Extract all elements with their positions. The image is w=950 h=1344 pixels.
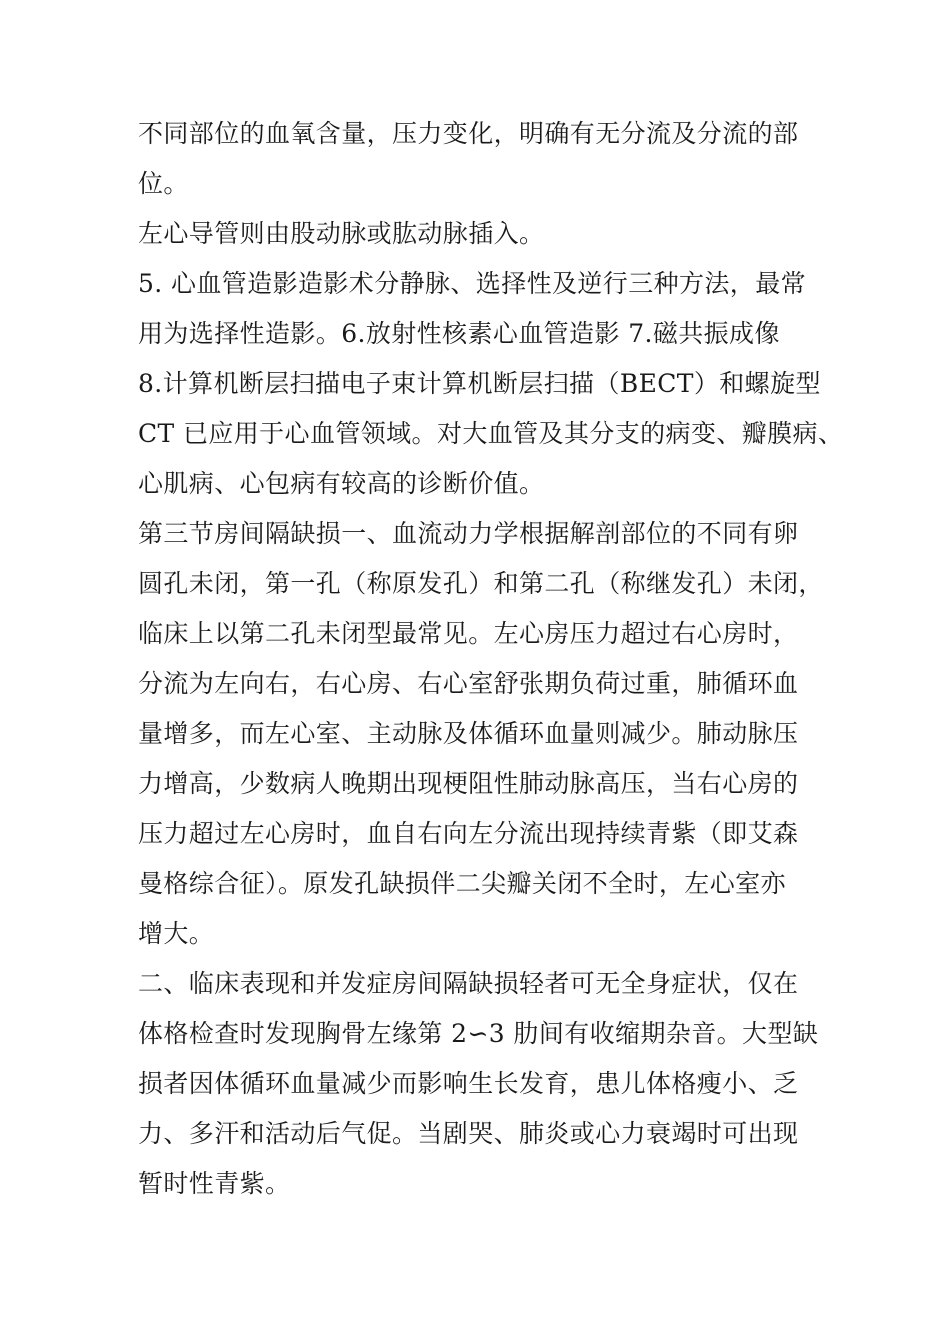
text-line: 量增多，而左心室、主动脉及体循环血量则减少。肺动脉压 bbox=[138, 719, 799, 748]
text-line: 临床上以第二孔未闭型最常见。左心房压力超过右心房时， bbox=[138, 619, 799, 648]
text-line: 力、多汗和活动后气促。当剧哭、肺炎或心力衰竭时可出现 bbox=[138, 1119, 799, 1148]
text-line: 损者因体循环血量减少而影响生长发育，患儿体格瘦小、乏 bbox=[138, 1069, 799, 1098]
text-line: 体格检查时发现胸骨左缘第 2∽3 肋间有收缩期杂音。大型缺 bbox=[138, 1019, 819, 1048]
text-line: 力增高，少数病人晚期出现梗阻性肺动脉高压，当右心房的 bbox=[138, 769, 799, 798]
text-line: 曼格综合征）。原发孔缺损伴二尖瓣关闭不全时，左心室亦 bbox=[138, 869, 786, 898]
text-line: 压力超过左心房时，血自右向左分流出现持续青紫（即艾森 bbox=[138, 819, 799, 848]
text-line: 用为选择性造影。6.放射性核素心血管造影 7.磁共振成像 bbox=[138, 319, 780, 348]
text-line: 左心导管则由股动脉或肱动脉插入。 bbox=[138, 219, 545, 248]
text-line: 不同部位的血氧含量，压力变化，明确有无分流及分流的部 bbox=[138, 119, 799, 148]
text-line: 增大。 bbox=[138, 919, 215, 948]
text-line: 二、临床表现和并发症房间隔缺损轻者可无全身症状，仅在 bbox=[138, 969, 799, 998]
text-line: 5. 心血管造影造影术分静脉、选择性及逆行三种方法，最常 bbox=[138, 269, 807, 298]
text-line: 分流为左向右，右心房、右心室舒张期负荷过重，肺循环血 bbox=[138, 669, 799, 698]
text-line: CT 已应用于心血管领域。对大血管及其分支的病变、瓣膜病、 bbox=[138, 419, 844, 448]
text-line: 位。 bbox=[138, 169, 189, 198]
text-line: 8.计算机断层扫描电子束计算机断层扫描（BECT）和螺旋型 bbox=[138, 369, 821, 398]
text-line: 圆孔未闭，第一孔（称原发孔）和第二孔（称继发孔）未闭， bbox=[138, 569, 824, 598]
text-line: 暂时性青紫。 bbox=[138, 1169, 291, 1198]
text-line: 第三节房间隔缺损一、血流动力学根据解剖部位的不同有卵 bbox=[138, 519, 799, 548]
text-line: 心肌病、心包病有较高的诊断价值。 bbox=[138, 469, 545, 498]
